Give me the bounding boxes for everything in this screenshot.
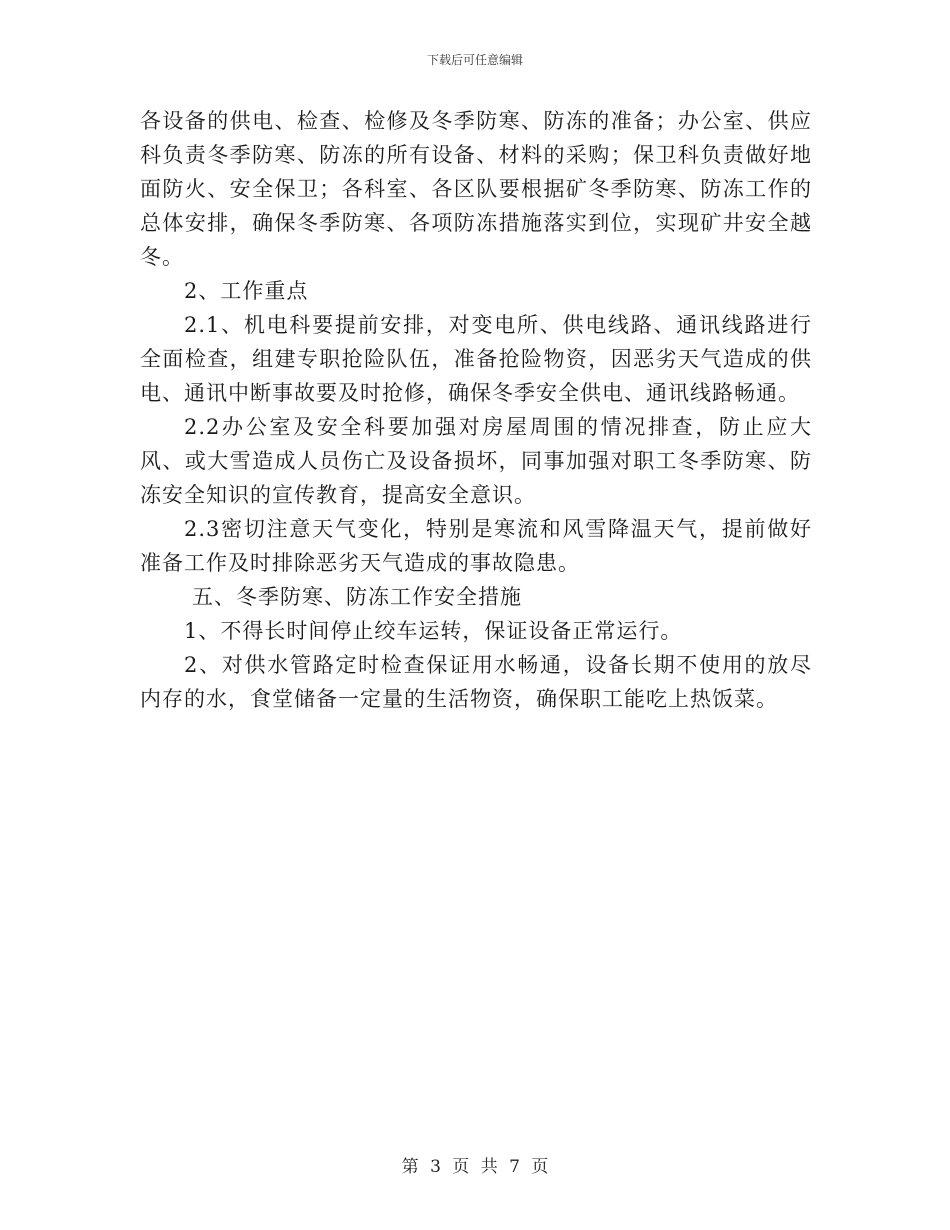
- section-heading-safety-measures: 五、冬季防寒、防冻工作安全措施: [192, 585, 522, 609]
- footer-label-di: 第: [401, 1157, 419, 1177]
- page-header: 下载后可任意编辑: [426, 53, 523, 67]
- measure-item-1: 1、不得长时间停止绞车运转，保证设备正常运行。: [184, 619, 683, 643]
- page-footer: [0, 1156, 950, 1178]
- footer-total-pages: 7: [509, 1157, 520, 1177]
- paragraph-2-2: 2.2办公室及安全科要加强对房屋周围的情况排查，防止应大风、或大雪造成人员伤亡及设备损坏，同事加强对职工冬季防寒、防冻安全知识的宣传教育，提高安全意识。: [140, 415, 812, 507]
- footer-label-ye2: 页: [531, 1157, 549, 1177]
- paragraph-continued: 各设备的供电、检查、检修及冬季防寒、防冻的准备；办公室、供应科负责冬季防寒、防冻的所有设备、材料的采购；保卫科负责做好地面防火、安全保卫；各科室、各区队要根据矿冬季防寒、防冻工作的总体安排，确保冬季防寒、各项防冻措施落实到位，实现矿井安全越冬。: [140, 109, 812, 269]
- document-body: [140, 104, 812, 716]
- footer-label-ye: 页: [452, 1157, 470, 1177]
- paragraph-2-1: 2.1、机电科要提前安排，对变电所、供电线路、通讯线路进行全面检查，组建专职抢险队伍，准备抢险物资，因恶劣天气造成的供电、通讯中断事故要及时抢修，确保冬季安全供电、通讯线路畅通。: [140, 313, 812, 405]
- section-heading-work-focus: 2、工作重点: [184, 279, 309, 303]
- footer-label-gong: 共: [480, 1157, 498, 1177]
- measure-item-2: 2、对供水管路定时检查保证用水畅通，设备长期不使用的放尽内存的水，食堂储备一定量的生活物资，确保职工能吃上热饭菜。: [140, 653, 812, 711]
- footer-current-page: 3: [430, 1157, 441, 1177]
- paragraph-2-3: 2.3密切注意天气变化，特别是寒流和风雪降温天气，提前做好准备工作及时排除恶劣天气造成的事故隐患。: [140, 517, 812, 575]
